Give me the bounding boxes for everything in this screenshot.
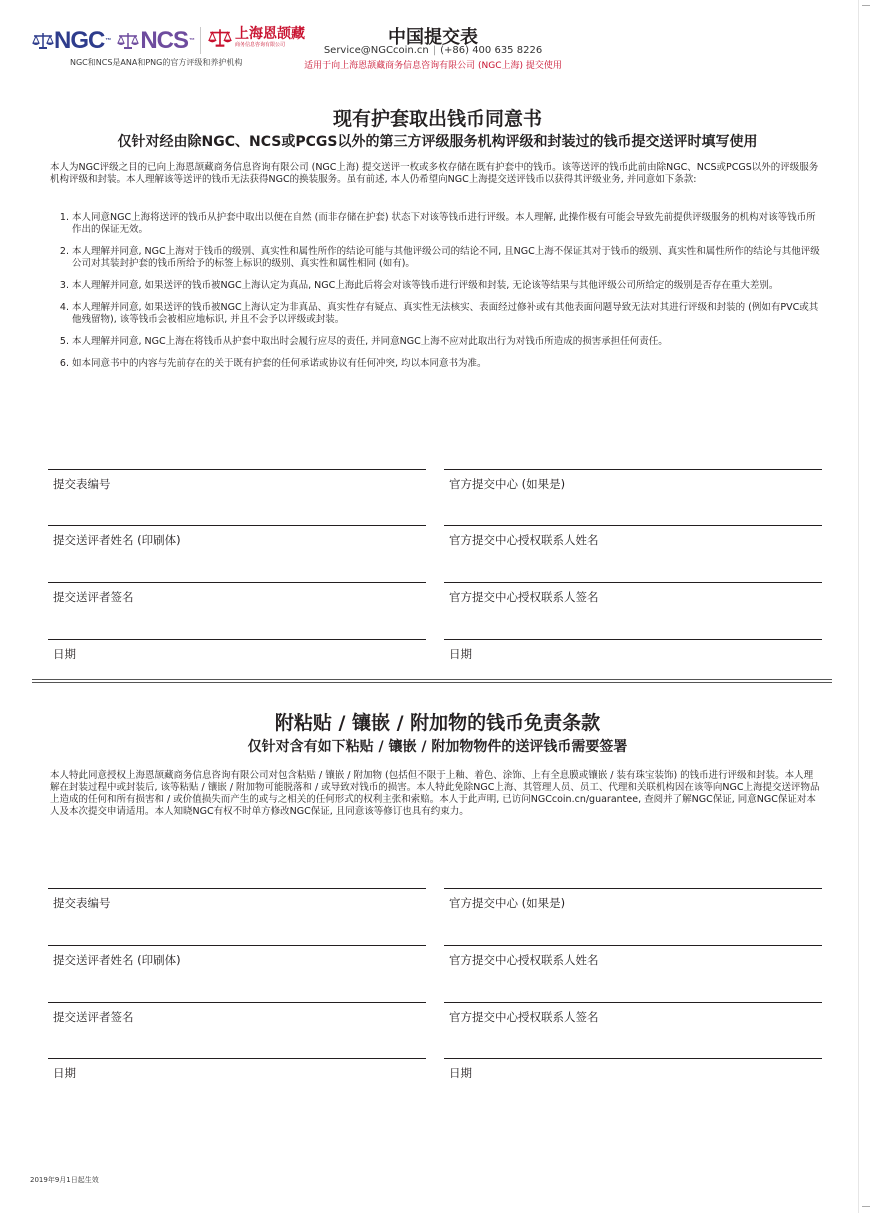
form-number-field[interactable]: [48, 888, 426, 919]
submitter-name-field[interactable]: [48, 945, 426, 976]
section1-subtitle: 仅针对经由除NGC、NCS或PCGS以外的第三方评级服务机构评级和封装过的钱币提交送评时填写使用: [117, 134, 758, 150]
section1-title: 现有护套取出钱币同意书: [332, 108, 542, 130]
section2-intro: 本人特此同意授权上海恩颉藏商务信息咨询有限公司对包含粘贴 / 镶嵌 / 附加物 (包括但不限于上釉、着色、涂饰、上有全息膜或镶嵌 / 装有珠宝装饰) 的钱币进行评级和封装。本人理解在封装过程中或封装后, 该等粘贴 / 镶嵌 / 附加物可能脱落和 / 或导致对钱币的损害。本人特此免除NGC上海、其管理人员、员工、代理和关联机构因在该等向NGC上海提交送评物品上造成的任何和所有损害和 / 或价值损失而产生的或与之相关的任何形式的权利主张和索赔。本人于此声明, 已访问NGCcoin.cn/guarantee, 查阅并了解NGC保证, 同意NGC保证对本人及本次提交申请适用。本人知晓NGC有权不时单方修改NGC保证, 且同意该等修订也具有约束力。: [50, 770, 820, 817]
field-label: 日期: [449, 1066, 472, 1080]
submitter-signature-field[interactable]: [48, 582, 426, 613]
company-subtitle-logo: 商务信息咨询有限公司: [235, 42, 286, 48]
field-label: 官方提交中心授权联系人姓名: [449, 953, 599, 967]
submission-center-field[interactable]: [444, 888, 822, 919]
section2-subtitle: 仅针对含有如下粘贴 / 镶嵌 / 附加物物件的送评钱币需要签署: [247, 739, 628, 755]
term-item: 4. 本人理解并同意, 如果送评的钱币被NGC上海认定为非真品、真实性存有疑点、真实性无法核实、表面经过修补或有其他表面问题导致无法对其进行评级和封装的 (例如有PVC或其他残留物), 该等钱币会被相应地标识, 并且不会予以评级或封装。: [72, 302, 820, 326]
submitter-signature-field[interactable]: [48, 1002, 426, 1033]
field-label: 提交表编号: [53, 477, 111, 491]
tagline: NGC和NCS是ANA和PNG的官方评级和养护机构: [70, 58, 243, 67]
field-label: 提交送评者签名: [53, 590, 134, 604]
field-label: 官方提交中心授权联系人姓名: [449, 533, 599, 547]
term-item: 5. 本人理解并同意, NGC上海在将钱币从护套中取出时会履行应尽的责任, 并同意NGC上海不应对此取出行为对钱币所造成的损害承担任何责任。: [72, 336, 820, 348]
scales-icon: [116, 32, 140, 50]
field-label: 日期: [449, 647, 472, 661]
term-item: 2. 本人理解并同意, NGC上海对于钱币的级别、真实性和属性所作的结论可能与其他评级公司的结论不同, 且NGC上海不保证其对于钱币的级别、真实性和属性所作的结论与其他评级公司对其装封护套的钱币所给予的标签上标识的级别、真实性和属性相同 (如有)。: [72, 246, 820, 270]
field-label: 官方提交中心授权联系人签名: [449, 1010, 599, 1024]
page-trim-line: [858, 0, 859, 1213]
field-label: 提交送评者姓名 (印刷体): [53, 953, 181, 967]
contact-name-field[interactable]: [444, 525, 822, 556]
crop-mark: [862, 1206, 870, 1207]
effective-date: 2019年9月1日起生效: [30, 1176, 99, 1184]
date-field[interactable]: [48, 1058, 426, 1089]
contact-signature-field[interactable]: [444, 1002, 822, 1033]
date-field[interactable]: [48, 639, 426, 670]
crop-mark: [862, 5, 870, 6]
contact-name-field[interactable]: [444, 945, 822, 976]
submitter-name-field[interactable]: [48, 525, 426, 556]
ngc-logo-text: NGC: [54, 27, 105, 54]
field-label: 提交送评者姓名 (印刷体): [53, 533, 181, 547]
field-label: 日期: [53, 1066, 76, 1080]
field-label: 提交送评者签名: [53, 1010, 134, 1024]
separator: |: [432, 45, 437, 56]
applicable-note: 适用于向上海恩颉藏商务信息咨询有限公司 (NGC上海) 提交使用: [304, 61, 562, 71]
ncs-logo-text: NCS: [140, 27, 189, 54]
logo-divider: [200, 27, 201, 54]
terms-list: [50, 212, 820, 370]
term-item: 6. 如本同意书中的内容与先前存在的关于既有护套的任何承诺或协议有任何冲突, 均以本同意书为准。: [72, 358, 820, 370]
scales-icon: [32, 32, 54, 50]
form-number-field[interactable]: [48, 469, 426, 500]
date-field[interactable]: [444, 1058, 822, 1089]
company-name-logo: 上海恩颉藏: [235, 26, 305, 42]
phone-number: (+86) 400 635 8226: [440, 45, 543, 56]
field-label: 官方提交中心 (如果是): [449, 477, 566, 491]
section2-title: 附粘贴 / 镶嵌 / 附加物的钱币免责条款: [274, 712, 601, 734]
contact-signature-field[interactable]: [444, 582, 822, 613]
field-label: 官方提交中心授权联系人签名: [449, 590, 599, 604]
scales-icon: [208, 27, 232, 49]
date-field[interactable]: [444, 639, 822, 670]
section-divider: [32, 679, 832, 683]
section1-intro: 本人为NGC评级之目的已向上海恩颉藏商务信息咨询有限公司 (NGC上海) 提交送评一枚或多枚存储在既有护套中的钱币。该等送评的钱币此前由除NGC、NCS或PCGS以外的评级服务机构评级和封装。本人理解该等送评的钱币无法获得NGC的换装服务。虽有前述, 本人仍希望向NGC上海提交送评钱币以获得其评级业务, 并同意如下条款:: [50, 162, 819, 185]
submission-center-field[interactable]: [444, 469, 822, 500]
form-title: 中国提交表: [388, 27, 478, 48]
trademark-mark: ™: [105, 38, 111, 44]
term-item: 3. 本人理解并同意, 如果送评的钱币被NGC上海认定为真品, NGC上海此后将会对该等钱币进行评级和封装, 无论该等结果与其他评级公司所给定的级别是否存在重大差别。: [72, 280, 820, 292]
trademark-mark: ™: [189, 38, 195, 44]
contact-line: [300, 45, 566, 56]
email-link[interactable]: Service@NGCcoin.cn: [323, 45, 429, 56]
ngc-ncs-logo: [32, 27, 194, 55]
shanghai-company-logo: [208, 27, 305, 49]
field-label: 日期: [53, 647, 76, 661]
field-label: 提交表编号: [53, 896, 111, 910]
term-item: 1. 本人同意NGC上海将送评的钱币从护套中取出以便在自然 (而非存储在护套) 状态下对该等钱币进行评级。本人理解, 此操作极有可能会导致先前提供评级服务的机构对该等钱币所作出的保证无效。: [72, 212, 820, 236]
field-label: 官方提交中心 (如果是): [449, 896, 566, 910]
